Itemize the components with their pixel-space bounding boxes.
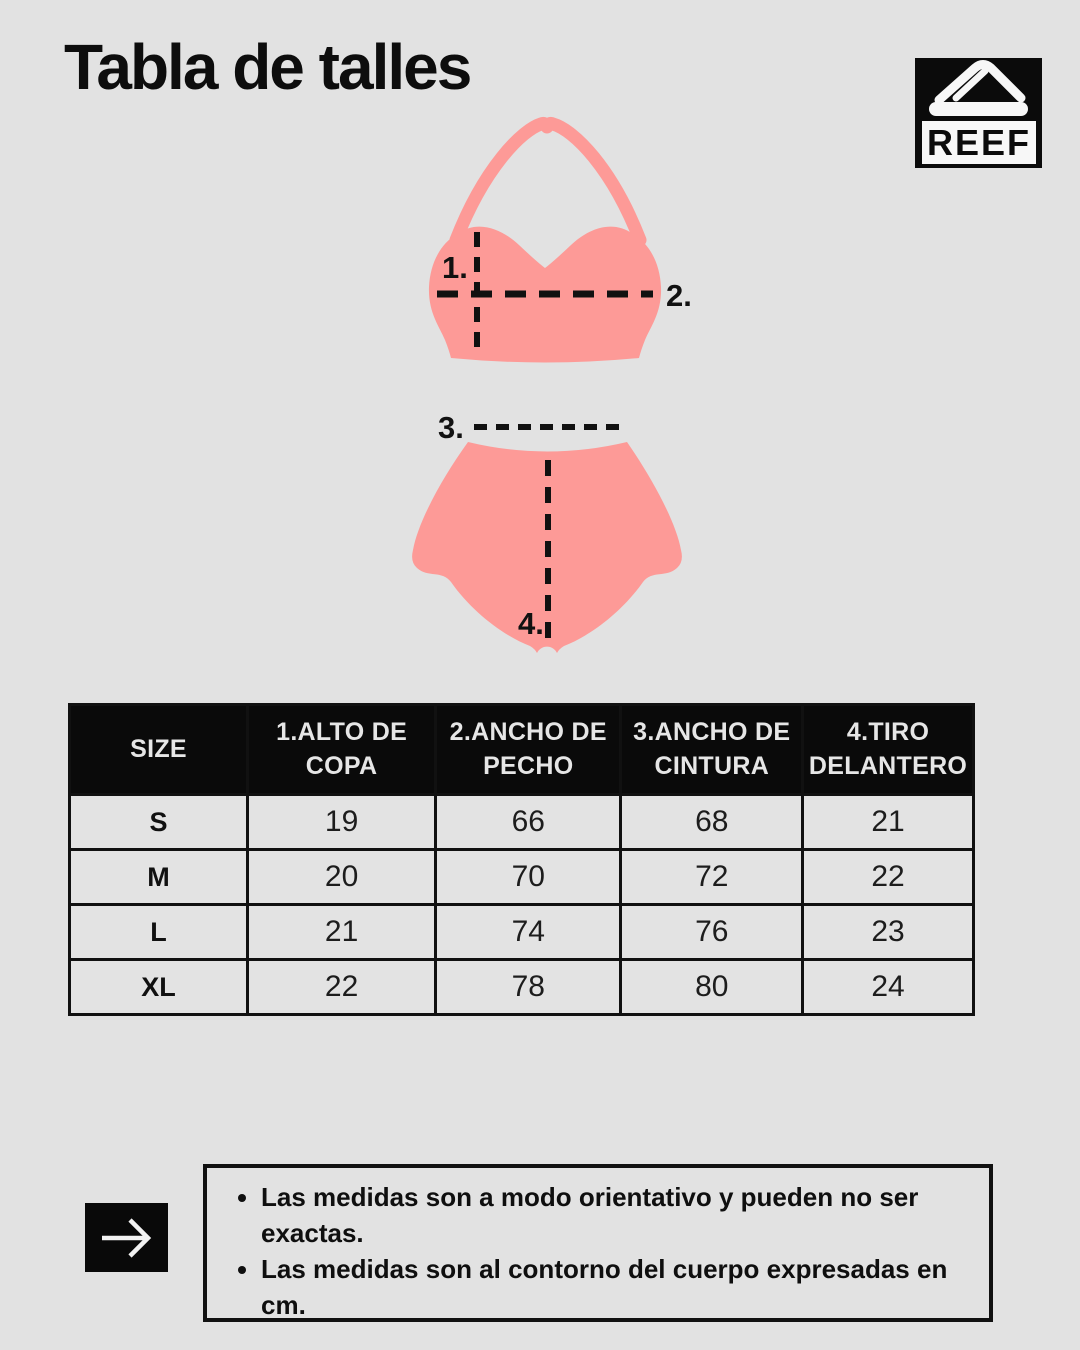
value-cell: 23	[803, 905, 974, 960]
notes-list	[235, 1180, 967, 1324]
measure-label-3: 3.	[438, 410, 464, 445]
bikini-top-straps	[456, 123, 640, 240]
size-cell: S	[70, 795, 248, 850]
value-cell: 21	[803, 795, 974, 850]
col-header-ancho-de-cintura: 3.ANCHO DE CINTURA	[621, 705, 803, 795]
measure-label-1: 1.	[442, 250, 468, 285]
next-arrow-button[interactable]	[85, 1203, 168, 1272]
measure-label-2: 2.	[666, 278, 692, 313]
table-row-m	[70, 850, 974, 905]
size-cell: L	[70, 905, 248, 960]
value-cell: 66	[436, 795, 621, 850]
table-row-s	[70, 795, 974, 850]
value-cell: 19	[248, 795, 436, 850]
page-title: Tabla de talles	[64, 31, 471, 103]
table-row-xl	[70, 960, 974, 1015]
size-cell: M	[70, 850, 248, 905]
right-arrow-icon	[99, 1216, 154, 1260]
reef-logo	[915, 58, 1042, 168]
bikini-measurement-diagram	[400, 110, 700, 670]
notes-box	[203, 1164, 993, 1322]
table-row-l	[70, 905, 974, 960]
measure-label-4: 4.	[518, 606, 544, 641]
value-cell: 68	[621, 795, 803, 850]
reef-wave-icon	[915, 58, 1042, 122]
brand-name: REEF	[922, 121, 1036, 164]
value-cell: 21	[248, 905, 436, 960]
value-cell: 24	[803, 960, 974, 1015]
note-item: • Las medidas son a modo orientativo y pueden no ser exactas.	[261, 1180, 967, 1252]
value-cell: 70	[436, 850, 621, 905]
size-table-header-row	[70, 705, 974, 795]
col-header-tiro-delantero: 4.TIRO DELANTERO	[803, 705, 974, 795]
value-cell: 22	[248, 960, 436, 1015]
value-cell: 20	[248, 850, 436, 905]
size-table	[68, 703, 975, 1016]
value-cell: 80	[621, 960, 803, 1015]
value-cell: 74	[436, 905, 621, 960]
value-cell: 76	[621, 905, 803, 960]
value-cell: 72	[621, 850, 803, 905]
value-cell: 22	[803, 850, 974, 905]
col-header-alto-de-copa: 1.ALTO DE COPA	[248, 705, 436, 795]
note-item: • Las medidas son al contorno del cuerpo expresadas en cm.	[261, 1252, 967, 1324]
value-cell: 78	[436, 960, 621, 1015]
col-header-size: SIZE	[70, 705, 248, 795]
col-header-ancho-de-pecho: 2.ANCHO DE PECHO	[436, 705, 621, 795]
size-cell: XL	[70, 960, 248, 1015]
